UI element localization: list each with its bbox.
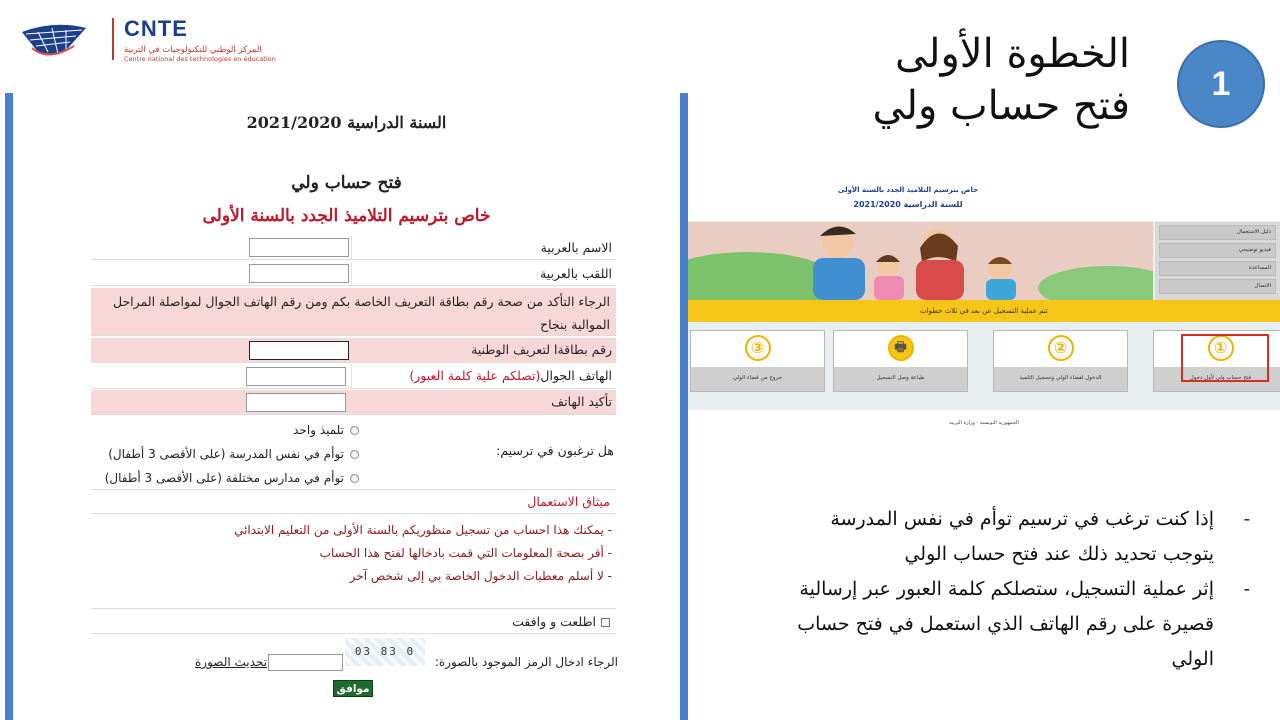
- charter-title: ميثاق الاستعمال: [91, 489, 616, 514]
- captcha-input[interactable]: [268, 654, 343, 671]
- step-number-badge: 1: [1177, 40, 1265, 128]
- family-illustration-icon: [688, 222, 1153, 300]
- portal-menu-item[interactable]: الاتصال: [1159, 279, 1276, 294]
- id-number-input[interactable]: [249, 341, 349, 360]
- register-question: هل ترغبون في ترسيم:: [496, 443, 614, 458]
- step-2-icon: ②: [1048, 335, 1074, 361]
- logo-divider: [112, 18, 114, 60]
- charter-item: - أقر بصحة المعلومات التي قمت بادخالها لفتح هذا الحساب: [319, 546, 612, 560]
- confirm-phone-row: [91, 390, 616, 415]
- school-year: السنة الدراسية 2021/2020: [246, 113, 447, 132]
- logo-name: CNTE: [124, 16, 188, 41]
- portal-header: [688, 178, 1280, 221]
- last-name-input[interactable]: [249, 264, 349, 283]
- captcha-label: الرجاء ادخال الرمز الموجود بالصورة:: [434, 655, 618, 669]
- portal-menu-item[interactable]: المساعدة: [1159, 261, 1276, 276]
- phone-row: [91, 364, 616, 389]
- id-number-label: رقم بطاقةا لتعريف الوطنية: [471, 342, 612, 357]
- radio-twins-different-schools[interactable]: توأم في مدارس مختلفة (على الأقصى 3 أطفال): [105, 471, 359, 485]
- step-title-line2: فتح حساب ولي: [872, 83, 1130, 129]
- note-bullet: - إذا كنت ترغب في ترسيم توأم في نفس المدرسة يتوجب تحديد ذلك عند فتح حساب الولي: [830, 508, 1250, 565]
- portal-menu-item[interactable]: فيديو توضيحي: [1159, 243, 1276, 258]
- portal-card-logout[interactable]: ③ خروج من فضاء الولي: [690, 330, 825, 392]
- portal-card-parent-space[interactable]: ② الدخول لفضاء الولي وتسجيل التلميذ: [993, 330, 1128, 392]
- logo-french-name: Centre national des technologies en éducation: [124, 55, 276, 63]
- form-subtitle: خاص بترسيم التلاميذ الجدد بالسنة الأولى: [202, 206, 491, 226]
- step-title: [760, 28, 1130, 132]
- radio-button-icon: [350, 426, 359, 435]
- portal-screenshot: [688, 178, 1280, 456]
- portal-footer: [688, 410, 1280, 456]
- first-name-row: [91, 236, 616, 260]
- portal-card-open-account[interactable]: ① فتح حساب ولي لأول دخول: [1153, 330, 1280, 392]
- first-name-input[interactable]: [249, 238, 349, 257]
- registration-form-panel: [5, 93, 688, 720]
- last-name-row: [91, 262, 616, 286]
- portal-header-line1: خاص بترسيم التلاميذ الجدد بالسنة الأولى: [837, 186, 979, 194]
- agree-row: [91, 608, 616, 634]
- agree-label: اطلعت و وافقت: [512, 614, 596, 629]
- step-3-icon: ③: [745, 335, 771, 361]
- instruction-notes: [780, 502, 1250, 677]
- logo-arabic-name: المركز الوطني للتكنولوجيات في التربية: [124, 45, 262, 55]
- radio-button-icon: [350, 450, 359, 459]
- printer-icon: 🖶: [888, 335, 914, 361]
- form-title: فتح حساب ولي: [291, 173, 402, 193]
- phone-hint: (تصلكم علية كلمة العبور): [409, 368, 541, 383]
- captcha-image: 03 83 0: [345, 638, 425, 666]
- last-name-label: اللقب بالعربية: [540, 266, 612, 281]
- step-title-line1: الخطوة الأولى: [894, 31, 1130, 77]
- portal-side-menu: [1155, 222, 1280, 300]
- radio-single-child[interactable]: تلميذ واحد: [293, 423, 359, 437]
- highlight-box: [1181, 334, 1269, 382]
- portal-menu-item[interactable]: دليل الاستعمال: [1159, 225, 1276, 240]
- refresh-captcha-link[interactable]: تحديث الصورة: [195, 655, 267, 669]
- note-bullet: - إثر عملية التسجيل، ستصلكم كلمة العبور عبر إرسالية قصيرة على رقم الهاتف الذي استعمل في فتح حساب الولي: [797, 578, 1250, 670]
- phone-input[interactable]: [246, 367, 346, 386]
- confirm-phone-label: تأكيد الهاتف: [551, 394, 612, 409]
- charter-item: - يمكنك هذا احساب من تسجيل منظوريكم بالسنة الأولى من التعليم الابتدائي: [234, 523, 612, 537]
- step-1-icon: ①: [1208, 335, 1234, 361]
- family-banner-illustration: [688, 222, 1153, 300]
- portal-header-line2: للسنة الدراسية 2021/2020: [853, 200, 963, 209]
- verification-notice: الرجاء التأكد من صحة رقم بطاقة التعريف الخاصة بكم ومن رقم الهاتف الجوال لمواصلة المراحل الموالية بنجاح: [91, 288, 616, 336]
- confirm-phone-input[interactable]: [246, 393, 346, 412]
- portal-footer-text: الجمهورية التونسية - وزارة التربية: [949, 420, 1019, 426]
- agree-checkbox[interactable]: [601, 618, 610, 627]
- globe-logo-icon: [18, 18, 90, 60]
- cnte-logo: [18, 14, 288, 66]
- portal-steps-bar: تتم عملية التسجيل عن بعد في ثلاث خطوات: [688, 300, 1280, 322]
- submit-button[interactable]: موافق: [333, 680, 373, 697]
- portal-card-print[interactable]: 🖶 طباعة وصل التسجيل: [833, 330, 968, 392]
- first-name-label: الاسم بالعربية: [540, 240, 612, 255]
- radio-button-icon: [350, 474, 359, 483]
- phone-label: الهاتف الجوال: [540, 368, 612, 383]
- radio-twins-same-school[interactable]: توأم في نفس المدرسة (على الأقصى 3 أطفال): [108, 447, 359, 461]
- charter-item: - لا أسلم معطيات الدخول الخاصة بي إلى شخص آخر: [349, 569, 612, 583]
- id-number-row: [91, 338, 616, 363]
